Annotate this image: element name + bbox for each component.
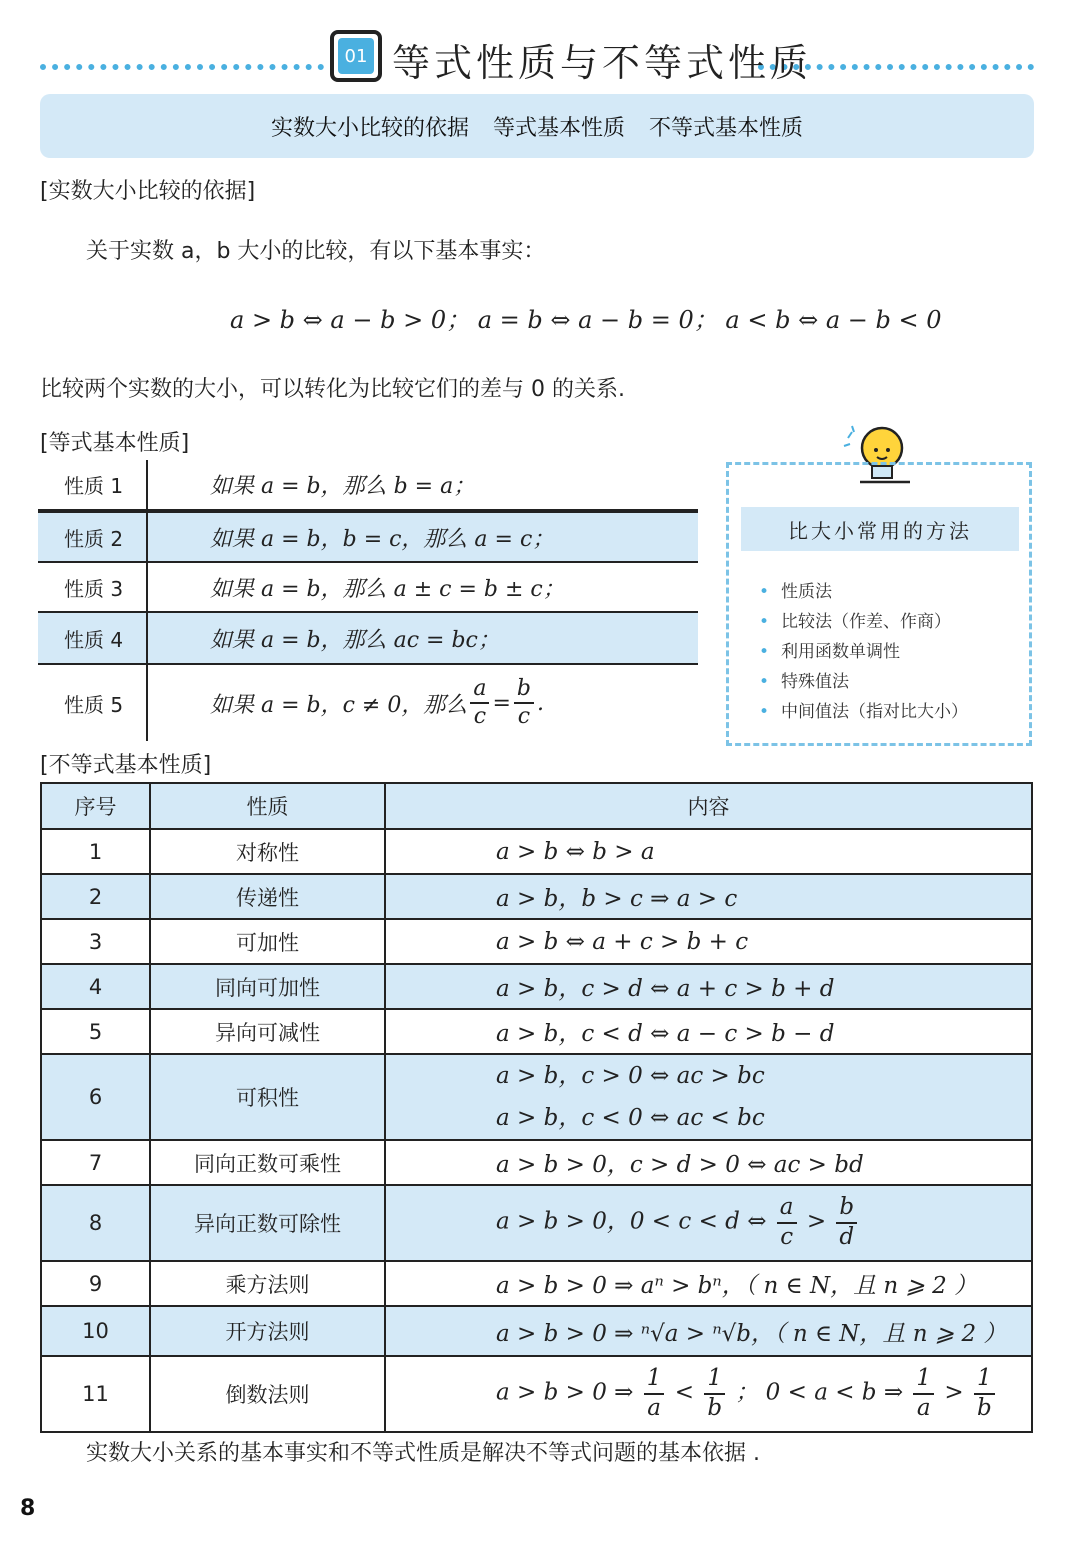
methods-tip-box: [726, 462, 1032, 746]
property-content: a > b > 0，0 < c < d ⇔ $\frac{a}{c}$ > $\frac{b}{d}$: [385, 1185, 1032, 1261]
table-row: [38, 563, 698, 613]
property-content: 如果 a = b，那么 ac = bc；: [210, 627, 500, 653]
page-number: 8: [20, 1496, 36, 1521]
property-name: 性质 1: [38, 460, 148, 509]
property-content: a > b，b > c ⇒ a > c: [385, 874, 1032, 919]
property-name: 对称性: [150, 829, 385, 874]
header-dots-left: [40, 64, 324, 70]
topic-banner: [40, 94, 1034, 158]
property-name: 性质 2: [38, 513, 148, 561]
table-row: [41, 1009, 1032, 1054]
tip-box-title: 比大小常用的方法: [741, 507, 1019, 551]
content-prefix: 如果 a = b，c ≠ 0，那么: [210, 692, 468, 718]
methods-list: [759, 577, 968, 727]
list-item: • 特殊值法: [759, 667, 968, 697]
section-label-inequality: [不等式基本性质]: [40, 753, 212, 778]
table-row: [41, 1185, 1032, 1261]
table-row: [38, 665, 698, 741]
inequality-properties-table: [40, 782, 1033, 1433]
table-row: [41, 874, 1032, 919]
fraction: $\frac{a}{c}$: [777, 1194, 797, 1251]
row-number: 4: [41, 964, 150, 1009]
banner-item: 等式基本性质: [492, 115, 625, 141]
row-number: 6: [41, 1054, 150, 1140]
table-row: [41, 1261, 1032, 1306]
property-content: a > b > 0，c > d > 0 ⇔ ac > bd: [385, 1140, 1032, 1185]
row-number: 7: [41, 1140, 150, 1185]
column-header: 性质: [150, 783, 385, 829]
row-number: 10: [41, 1306, 150, 1356]
section-label-comparison: [实数大小比较的依据]: [40, 179, 256, 204]
table-row: [41, 1054, 1032, 1140]
row-number: 5: [41, 1009, 150, 1054]
fraction: $\frac{b}{d}$: [836, 1194, 857, 1251]
row-number: 9: [41, 1261, 150, 1306]
row-number: 8: [41, 1185, 150, 1261]
column-header: 序号: [41, 783, 150, 829]
property-content: 如果 a = b，b = c，那么 a = c；: [210, 526, 555, 552]
property-content: a > b，c < d ⇔ a − c > b − d: [385, 1009, 1032, 1054]
list-item: • 比较法（作差、作商）: [759, 607, 968, 637]
section-label-equality: [等式基本性质]: [40, 431, 190, 456]
row-number: 3: [41, 919, 150, 964]
table-header-row: [41, 783, 1032, 829]
fraction: $\frac{1}{a}$: [644, 1365, 665, 1422]
fraction: $\frac{1}{a}$: [913, 1365, 934, 1422]
list-item: • 性质法: [759, 577, 968, 607]
table-row: [38, 460, 698, 511]
page-title: 等式性质与不等式性质: [392, 41, 813, 85]
property-name: 异向正数可除性: [150, 1185, 385, 1261]
conclusion-text: 比较两个实数的大小，可以转化为比较它们的差与 0 的关系.: [40, 377, 625, 402]
fraction: $\frac{a}{c}$: [470, 676, 489, 731]
property-content: a > b，c > d ⇔ a + c > b + d: [385, 964, 1032, 1009]
fraction: $\frac{1}{b}$: [704, 1365, 725, 1422]
property-content: a > b > 0 ⇒ ⁿ√a > ⁿ√b，（ n ∈ N，且 n ⩾ 2 ）: [385, 1306, 1032, 1356]
property-name: 传递性: [150, 874, 385, 919]
property-name: 同向正数可乘性: [150, 1140, 385, 1185]
property-name: 同向可加性: [150, 964, 385, 1009]
property-name: 性质 5: [38, 665, 148, 741]
row-number: 11: [41, 1356, 150, 1432]
table-row: [41, 829, 1032, 874]
basic-fact-formula: a > b ⇔ a − b > 0； a = b ⇔ a − b = 0； a < b ⇔ a − b < 0: [230, 306, 942, 334]
footer-note: 实数大小关系的基本事实和不等式性质是解决不等式问题的基本依据 .: [86, 1441, 760, 1466]
property-name: 倒数法则: [150, 1356, 385, 1432]
property-content: a > b ⇔ b > a: [385, 829, 1032, 874]
row-number: 2: [41, 874, 150, 919]
table-row: [41, 1140, 1032, 1185]
banner-item: 不等式基本性质: [649, 115, 804, 141]
property-content: a > b > 0 ⇒ $\frac{1}{a}$ < $\frac{1}{b}$ ； 0 < a < b ⇒ $\frac{1}{a}$ > $\frac{1}{b}$: [385, 1356, 1032, 1432]
list-item: • 利用函数单调性: [759, 637, 968, 667]
property-name: 异向可减性: [150, 1009, 385, 1054]
banner-item: 实数大小比较的依据: [270, 115, 469, 141]
property-name: 性质 4: [38, 613, 148, 663]
row-number: 1: [41, 829, 150, 874]
table-row: [38, 613, 698, 665]
table-row: [41, 964, 1032, 1009]
table-row: [41, 919, 1032, 964]
property-content: a > b，c > 0 ⇔ ac > bc a > b，c < 0 ⇔ ac < bc: [385, 1054, 1032, 1140]
list-item: • 中间值法（指对比大小）: [759, 697, 968, 727]
column-header: 内容: [385, 783, 1032, 829]
chapter-badge: [330, 30, 382, 82]
table-row: [38, 511, 698, 563]
table-row: [41, 1356, 1032, 1432]
fraction: $\frac{b}{c}$: [514, 676, 534, 731]
property-name: 可加性: [150, 919, 385, 964]
property-content: a > b > 0 ⇒ aⁿ > bⁿ，（ n ∈ N，且 n ⩾ 2 ）: [385, 1261, 1032, 1306]
fraction: $\frac{1}{b}$: [974, 1365, 995, 1422]
property-name: 性质 3: [38, 563, 148, 611]
table-row: [41, 1306, 1032, 1356]
equality-properties-table: [38, 460, 698, 741]
property-name: 开方法则: [150, 1306, 385, 1356]
property-content: 如果 a = b，那么 a ± c = b ± c；: [210, 576, 565, 602]
property-content: 如果 a = b，c ≠ 0，那么 $\frac{a}{c}$ = $\frac{b}{c}$ .: [210, 675, 545, 729]
property-name: 可积性: [150, 1054, 385, 1140]
intro-text: 关于实数 a，b 大小的比较，有以下基本事实：: [86, 239, 546, 264]
property-content: a > b ⇔ a + c > b + c: [385, 919, 1032, 964]
chapter-number: 01: [338, 38, 374, 74]
property-name: 乘方法则: [150, 1261, 385, 1306]
property-content: 如果 a = b，那么 b = a；: [210, 474, 476, 499]
